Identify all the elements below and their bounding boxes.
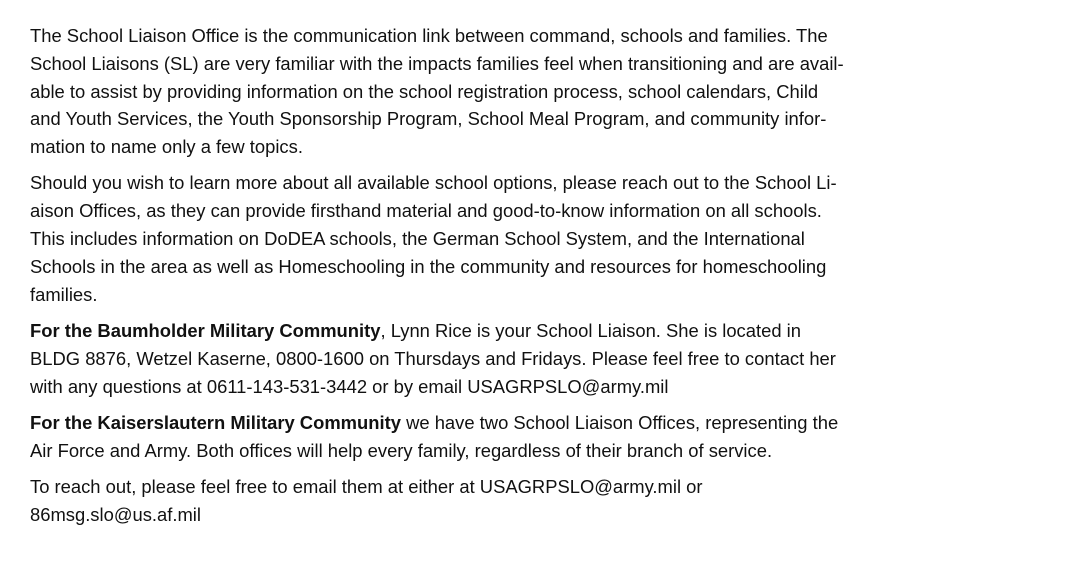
baumholder-intro-text: , Lynn Rice is your School Liaison. She is located in bbox=[380, 319, 801, 341]
text-line: To reach out, please feel free to email them at either at USAGRPSLO@army.mil or bbox=[30, 475, 703, 497]
text-line: The School Liaison Office is the communication link between command, schools and families. The bbox=[30, 25, 828, 46]
text-line: BLDG 8876, Wetzel Kaserne, 0800-1600 on Thursdays and Fridays. Please feel free to contact her bbox=[30, 347, 836, 369]
text-line bbox=[30, 317, 1050, 345]
text-line: Should you wish to learn more about all available school options, please reach out to the School Li- bbox=[30, 172, 837, 194]
text-line: mation to name only a few topics. bbox=[30, 136, 303, 158]
kaiserslautern-heading: For the Kaiserslautern Military Community bbox=[30, 411, 401, 433]
text-line: Schools in the area as well as Homeschooling in the community and resources for homeschooling bbox=[30, 255, 827, 277]
paragraph-school-options bbox=[30, 169, 1050, 308]
paragraph-reach-out bbox=[30, 473, 1050, 529]
text-line: able to assist by providing information on the school registration process, school calendars, Child bbox=[30, 80, 819, 102]
baumholder-heading: For the Baumholder Military Community bbox=[30, 319, 381, 341]
kaiserslautern-intro-text: we have two School Liaison Offices, representing the bbox=[400, 411, 839, 433]
text-line: 86msg.slo@us.af.mil bbox=[30, 503, 201, 525]
text-line: and Youth Services, the Youth Sponsorship Program, School Meal Program, and community infor- bbox=[30, 108, 827, 130]
paragraph-kaiserslautern bbox=[30, 409, 1050, 465]
document-body bbox=[30, 22, 1050, 537]
text-line: families. bbox=[30, 283, 98, 305]
text-line: aison Offices, as they can provide firsthand material and good-to-know information on all schools. bbox=[30, 200, 822, 222]
paragraph-intro bbox=[30, 22, 1050, 161]
text-line: with any questions at 0611-143-531-3442 or by email USAGRPSLO@army.mil bbox=[30, 375, 669, 397]
text-line: School Liaisons (SL) are very familiar with the impacts families feel when transitioning and are avail- bbox=[30, 52, 844, 74]
paragraph-baumholder bbox=[30, 317, 1050, 400]
text-line: Air Force and Army. Both offices will help every family, regardless of their branch of service. bbox=[30, 439, 773, 461]
text-line bbox=[30, 409, 1050, 437]
text-line: This includes information on DoDEA schools, the German School System, and the International bbox=[30, 228, 805, 250]
